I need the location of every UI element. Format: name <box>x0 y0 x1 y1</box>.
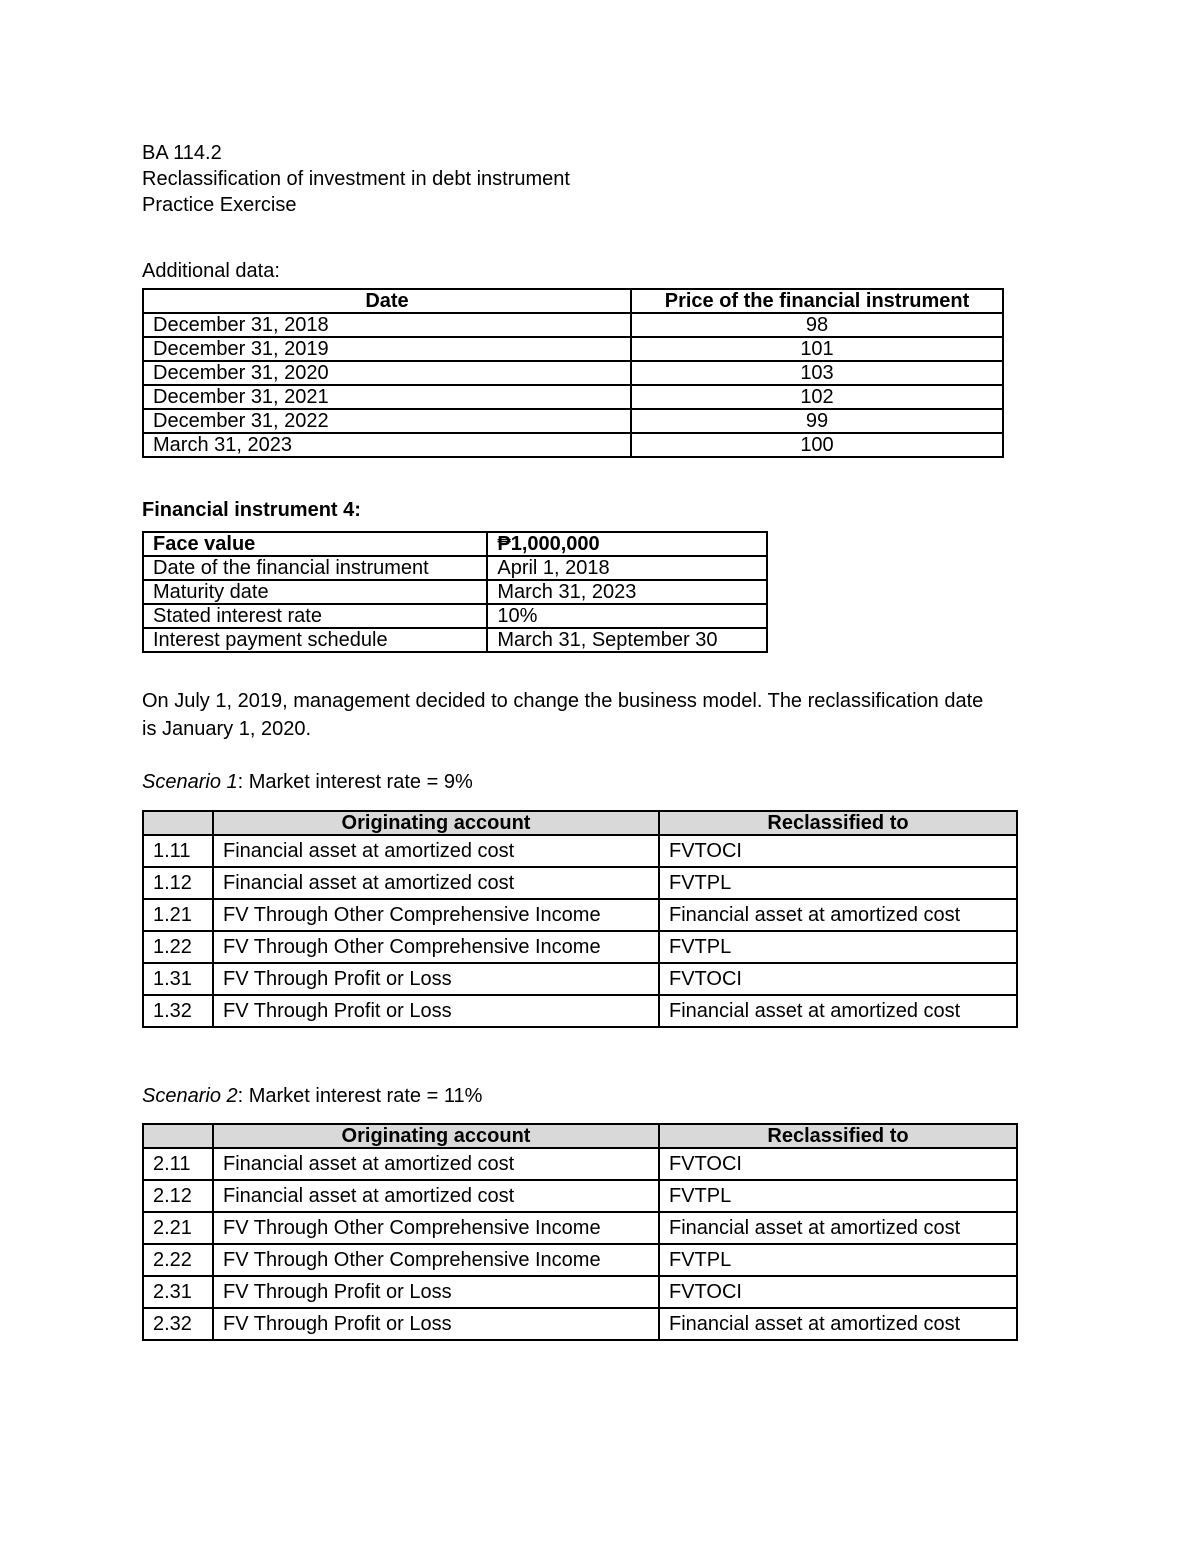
scenario-label: Scenario 2 <box>142 1085 238 1107</box>
table-row <box>143 931 1017 963</box>
value-cell: ₱1,000,000 <box>487 532 767 556</box>
scenario-rate: : Market interest rate = 11% <box>237 1085 483 1107</box>
value-cell: March 31, 2023 <box>487 580 767 604</box>
instrument-table <box>142 531 768 653</box>
price-cell: 102 <box>631 385 1003 409</box>
price-cell: 100 <box>631 433 1003 457</box>
table-header-row <box>143 289 1003 313</box>
reclassified-to-cell: Financial asset at amortized cost <box>659 899 1017 931</box>
additional-data-label: Additional data: <box>142 260 280 282</box>
price-cell: 98 <box>631 313 1003 337</box>
column-header-reclassified: Reclassified to <box>659 811 1017 835</box>
item-number-cell: 2.11 <box>143 1148 213 1180</box>
table-row <box>143 532 767 556</box>
table-row <box>143 1276 1017 1308</box>
reclassified-to-cell: FVTPL <box>659 1244 1017 1276</box>
attribute-cell: Maturity date <box>143 580 487 604</box>
table-row <box>143 313 1003 337</box>
reclassified-to-cell: FVTPL <box>659 867 1017 899</box>
attribute-cell: Date of the financial instrument <box>143 556 487 580</box>
document-page <box>142 140 1062 1335</box>
business-model-paragraph <box>142 687 1072 743</box>
scenario-2-table <box>142 1123 1018 1341</box>
table-row <box>143 1148 1017 1180</box>
price-cell: 101 <box>631 337 1003 361</box>
instrument-heading: Financial instrument 4: <box>142 499 361 521</box>
table-row <box>143 628 767 652</box>
item-number-cell: 1.12 <box>143 867 213 899</box>
date-cell: December 31, 2020 <box>143 361 631 385</box>
item-number-cell: 2.22 <box>143 1244 213 1276</box>
price-table <box>142 288 1004 458</box>
originating-account-cell: FV Through Profit or Loss <box>213 1308 659 1340</box>
scenario-label: Scenario 1 <box>142 771 238 793</box>
table-row <box>143 1244 1017 1276</box>
reclassified-to-cell: Financial asset at amortized cost <box>659 995 1017 1027</box>
reclassified-to-cell: FVTOCI <box>659 1148 1017 1180</box>
paragraph-line: is January 1, 2020. <box>142 718 311 740</box>
originating-account-cell: Financial asset at amortized cost <box>213 1180 659 1212</box>
item-number-cell: 1.21 <box>143 899 213 931</box>
item-number-cell: 2.32 <box>143 1308 213 1340</box>
item-number-cell: 2.21 <box>143 1212 213 1244</box>
originating-account-cell: Financial asset at amortized cost <box>213 1148 659 1180</box>
originating-account-cell: FV Through Profit or Loss <box>213 1276 659 1308</box>
reclassified-to-cell: FVTPL <box>659 1180 1017 1212</box>
value-cell: April 1, 2018 <box>487 556 767 580</box>
table-row <box>143 1180 1017 1212</box>
column-header-price: Price of the financial instrument <box>631 289 1003 313</box>
column-header-number <box>143 811 213 835</box>
originating-account-cell: FV Through Other Comprehensive Income <box>213 1244 659 1276</box>
date-cell: December 31, 2018 <box>143 313 631 337</box>
table-row <box>143 337 1003 361</box>
table-row <box>143 361 1003 385</box>
originating-account-cell: FV Through Other Comprehensive Income <box>213 899 659 931</box>
scenario-1-heading <box>142 769 473 795</box>
date-cell: December 31, 2022 <box>143 409 631 433</box>
reclassified-to-cell: FVTOCI <box>659 963 1017 995</box>
price-cell: 103 <box>631 361 1003 385</box>
reclassified-to-cell: Financial asset at amortized cost <box>659 1308 1017 1340</box>
value-cell: March 31, September 30 <box>487 628 767 652</box>
document-topic: Reclassification of investment in debt instrument <box>142 168 570 190</box>
course-code: BA 114.2 <box>142 142 222 164</box>
scenario-2-heading <box>142 1083 482 1109</box>
table-row <box>143 556 767 580</box>
price-cell: 99 <box>631 409 1003 433</box>
column-header-originating: Originating account <box>213 811 659 835</box>
table-row <box>143 604 767 628</box>
table-row <box>143 899 1017 931</box>
table-row <box>143 835 1017 867</box>
originating-account-cell: FV Through Profit or Loss <box>213 963 659 995</box>
table-header-row <box>143 811 1017 835</box>
table-row <box>143 580 767 604</box>
date-cell: March 31, 2023 <box>143 433 631 457</box>
originating-account-cell: Financial asset at amortized cost <box>213 835 659 867</box>
item-number-cell: 1.31 <box>143 963 213 995</box>
date-cell: December 31, 2019 <box>143 337 631 361</box>
attribute-cell: Face value <box>143 532 487 556</box>
originating-account-cell: FV Through Other Comprehensive Income <box>213 931 659 963</box>
scenario-rate: : Market interest rate = 9% <box>237 771 473 793</box>
table-header-row <box>143 1124 1017 1148</box>
item-number-cell: 2.31 <box>143 1276 213 1308</box>
column-header-originating: Originating account <box>213 1124 659 1148</box>
column-header-reclassified: Reclassified to <box>659 1124 1017 1148</box>
originating-account-cell: FV Through Profit or Loss <box>213 995 659 1027</box>
reclassified-to-cell: FVTOCI <box>659 1276 1017 1308</box>
table-row <box>143 385 1003 409</box>
reclassified-to-cell: FVTPL <box>659 931 1017 963</box>
reclassified-to-cell: Financial asset at amortized cost <box>659 1212 1017 1244</box>
value-cell: 10% <box>487 604 767 628</box>
table-row <box>143 409 1003 433</box>
table-row <box>143 1212 1017 1244</box>
item-number-cell: 1.32 <box>143 995 213 1027</box>
document-subtitle: Practice Exercise <box>142 194 297 216</box>
scenario-1-table <box>142 810 1018 1028</box>
paragraph-line: On July 1, 2019, management decided to change the business model. The reclassification date <box>142 690 984 712</box>
table-row <box>143 433 1003 457</box>
column-header-number <box>143 1124 213 1148</box>
table-row <box>143 1308 1017 1340</box>
date-cell: December 31, 2021 <box>143 385 631 409</box>
column-header-date: Date <box>143 289 631 313</box>
table-row <box>143 995 1017 1027</box>
originating-account-cell: FV Through Other Comprehensive Income <box>213 1212 659 1244</box>
item-number-cell: 1.22 <box>143 931 213 963</box>
attribute-cell: Interest payment schedule <box>143 628 487 652</box>
attribute-cell: Stated interest rate <box>143 604 487 628</box>
item-number-cell: 1.11 <box>143 835 213 867</box>
item-number-cell: 2.12 <box>143 1180 213 1212</box>
table-row <box>143 867 1017 899</box>
originating-account-cell: Financial asset at amortized cost <box>213 867 659 899</box>
table-row <box>143 963 1017 995</box>
reclassified-to-cell: FVTOCI <box>659 835 1017 867</box>
